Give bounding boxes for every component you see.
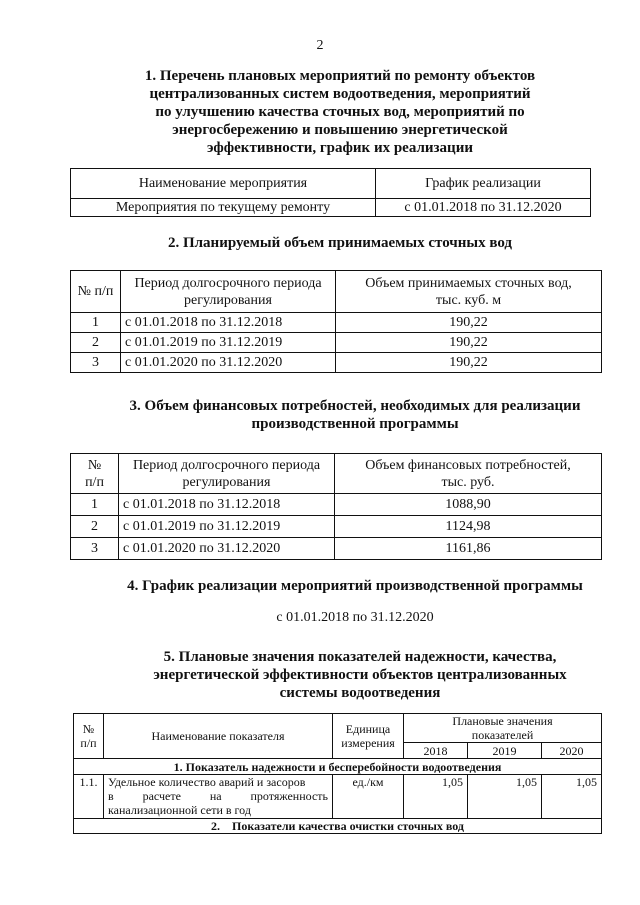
table-row bbox=[71, 199, 591, 217]
header-cell bbox=[119, 454, 335, 494]
header-line: Единица bbox=[345, 722, 391, 736]
section1-title bbox=[0, 67, 640, 157]
header-line: № bbox=[87, 457, 102, 473]
table-cell: ед./км bbox=[333, 775, 404, 819]
table-cell: 2 bbox=[71, 516, 119, 538]
section4-title: 4. График реализации мероприятий производственной программы bbox=[127, 578, 583, 594]
table-cell bbox=[104, 775, 333, 819]
table-row bbox=[74, 775, 602, 819]
table-cell: 3 bbox=[71, 538, 119, 560]
header-line: измерения bbox=[341, 736, 395, 750]
section2-table bbox=[70, 270, 602, 373]
indicator-line: в расчете на протяженность bbox=[108, 789, 328, 803]
header-line: тыс. куб. м bbox=[435, 292, 502, 308]
section3-table bbox=[70, 453, 602, 560]
table-cell: 2 bbox=[71, 333, 121, 353]
table-row bbox=[71, 494, 602, 516]
table-cell: с 01.01.2018 по 31.12.2020 bbox=[376, 199, 591, 217]
header-line: п/п bbox=[80, 736, 97, 750]
table-cell: 1,05 bbox=[468, 775, 542, 819]
header-cell: Наименование мероприятия bbox=[71, 169, 376, 199]
group-cell: 1. Показатель надежности и бесперебойности водоотведения bbox=[74, 759, 602, 775]
header-line: № bbox=[82, 722, 95, 736]
section1-title-line: эффективности, график их реализации bbox=[207, 140, 473, 156]
table-cell: 1 bbox=[71, 313, 121, 333]
header-line: Плановые значения bbox=[452, 714, 553, 728]
header-line: Период долгосрочного периода bbox=[132, 457, 321, 473]
year-cell: 2019 bbox=[468, 743, 542, 759]
header-line: Объем принимаемых сточных вод, bbox=[365, 275, 572, 291]
table-cell: с 01.01.2018 по 31.12.2018 bbox=[121, 313, 336, 333]
header-cell: График реализации bbox=[376, 169, 591, 199]
table-row bbox=[71, 313, 602, 333]
table-cell: 1 bbox=[71, 494, 119, 516]
header-cell bbox=[74, 714, 104, 759]
table-header-row bbox=[74, 714, 602, 743]
table-cell: 1,05 bbox=[404, 775, 468, 819]
header-line: тыс. руб. bbox=[441, 474, 495, 490]
section5-table bbox=[73, 713, 602, 834]
header-cell bbox=[333, 714, 404, 759]
header-cell: № п/п bbox=[71, 271, 121, 313]
group-row bbox=[74, 819, 602, 834]
table-cell: Мероприятия по текущему ремонту bbox=[71, 199, 376, 217]
section3-title-line: 3. Объем финансовых потребностей, необходимых для реализации bbox=[129, 398, 581, 414]
year-cell: 2020 bbox=[542, 743, 602, 759]
year-cell: 2018 bbox=[404, 743, 468, 759]
page-number: 2 bbox=[316, 38, 324, 53]
header-line: Объем финансовых потребностей, bbox=[365, 457, 571, 473]
table-header-row bbox=[71, 169, 591, 199]
table-cell: 1,05 bbox=[542, 775, 602, 819]
table-header-row bbox=[71, 271, 602, 313]
header-cell: Наименование показателя bbox=[104, 714, 333, 759]
table-row bbox=[71, 353, 602, 373]
section1-title-line: по улучшению качества сточных вод, мероприятий по bbox=[155, 104, 525, 120]
indicator-line: Удельное количество аварий и засоров bbox=[108, 775, 306, 789]
section5-title-line: 5. Плановые значения показателей надежности, качества, bbox=[163, 649, 557, 665]
section4-period: с 01.01.2018 по 31.12.2020 bbox=[276, 610, 434, 625]
table-cell: с 01.01.2019 по 31.12.2019 bbox=[119, 516, 335, 538]
header-cell bbox=[336, 271, 602, 313]
header-cell bbox=[121, 271, 336, 313]
table-row bbox=[71, 333, 602, 353]
table-cell: 1161,86 bbox=[335, 538, 602, 560]
table-row bbox=[71, 516, 602, 538]
table-cell: 190,22 bbox=[336, 313, 602, 333]
section3-title-line: производственной программы bbox=[251, 416, 459, 432]
table-cell: 1.1. bbox=[74, 775, 104, 819]
header-cell bbox=[71, 454, 119, 494]
table-cell: с 01.01.2020 по 31.12.2020 bbox=[119, 538, 335, 560]
table-cell: 3 bbox=[71, 353, 121, 373]
section1-title-line: 1. Перечень плановых мероприятий по ремонту объектов bbox=[144, 68, 536, 84]
table-row bbox=[71, 538, 602, 560]
section1-title-line: централизованных систем водоотведения, мероприятий bbox=[149, 86, 531, 102]
section2-title: 2. Планируемый объем принимаемых сточных вод bbox=[167, 235, 513, 251]
section3-title bbox=[0, 397, 640, 433]
table-cell: 1124,98 bbox=[335, 516, 602, 538]
header-line: регулирования bbox=[182, 474, 271, 490]
header-line: п/п bbox=[85, 474, 104, 490]
section1-table bbox=[70, 168, 591, 217]
header-line: регулирования bbox=[184, 292, 272, 308]
group-row bbox=[74, 759, 602, 775]
table-cell: с 01.01.2020 по 31.12.2020 bbox=[121, 353, 336, 373]
header-line: показателей bbox=[471, 728, 534, 742]
indicator-line: канализационной сети в год bbox=[108, 803, 251, 817]
section1-title-line: энергосбережению и повышению энергетической bbox=[172, 122, 508, 138]
table-cell: с 01.01.2019 по 31.12.2019 bbox=[121, 333, 336, 353]
header-line: Период долгосрочного периода bbox=[134, 275, 322, 291]
section5-title-line: системы водоотведения bbox=[279, 685, 441, 701]
table-header-row bbox=[71, 454, 602, 494]
table-cell: 1088,90 bbox=[335, 494, 602, 516]
header-cell bbox=[335, 454, 602, 494]
table-cell: с 01.01.2018 по 31.12.2018 bbox=[119, 494, 335, 516]
group-cell: 2. Показатели качества очистки сточных вод bbox=[74, 819, 602, 834]
table-cell: 190,22 bbox=[336, 333, 602, 353]
table-cell: 190,22 bbox=[336, 353, 602, 373]
section5-title-line: энергетической эффективности объектов централизованных bbox=[153, 667, 567, 683]
section5-title bbox=[0, 648, 640, 702]
header-cell bbox=[404, 714, 602, 743]
